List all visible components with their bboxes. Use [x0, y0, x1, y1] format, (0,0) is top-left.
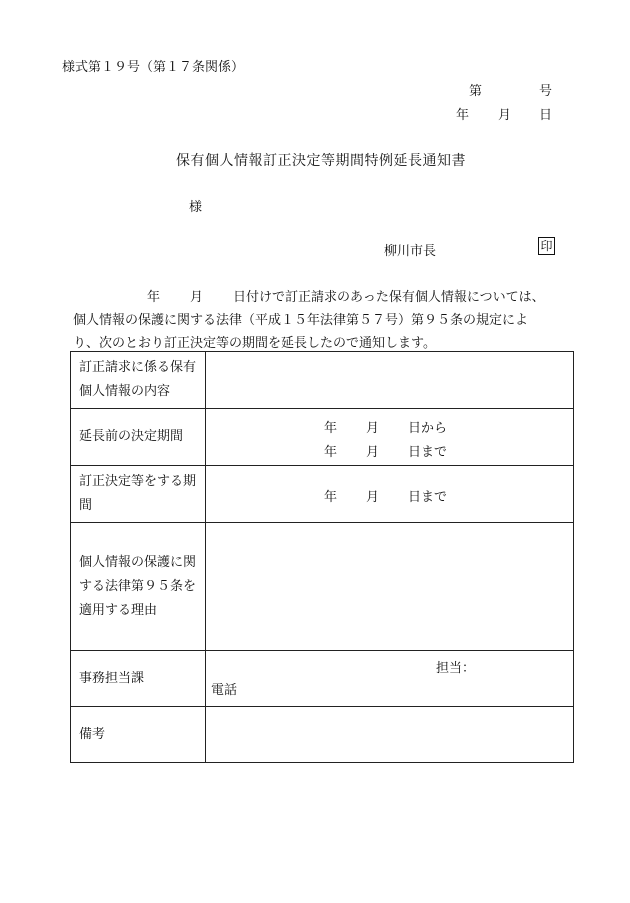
department-person-label: 担当：: [436, 661, 476, 676]
body-line-3: り、次のとおり訂正決定等の期間を延長したので通知します。: [73, 336, 436, 351]
correction-month: 月: [366, 490, 380, 505]
label-department: 事務担当課: [71, 651, 206, 707]
prior-to-year: 年: [324, 445, 338, 460]
document-number-prefix: 第: [469, 84, 483, 99]
prior-from-day: 日から: [408, 421, 448, 436]
value-remarks: [206, 707, 574, 763]
value-content: [206, 352, 574, 409]
value-correction-period: [206, 466, 574, 523]
value-department: [206, 651, 574, 707]
label-remarks: 備考: [71, 707, 206, 763]
date-year-label: 年: [456, 108, 470, 123]
value-reason: [206, 523, 574, 651]
body-line-1-text: 日付けで訂正請求のあった保有個人情報については、: [233, 290, 545, 305]
correction-day: 日まで: [408, 490, 448, 505]
date-day-label: 日: [539, 108, 553, 123]
label-reason: 個人情報の保護に関する法律第９５条を適用する理由: [71, 523, 206, 651]
prior-from-month: 月: [366, 421, 380, 436]
value-prior-period: [206, 409, 574, 466]
document-number-suffix: 号: [539, 84, 553, 99]
body-paragraph: [73, 286, 563, 355]
prior-to-month: 月: [366, 445, 380, 460]
body-year-label: 年: [147, 290, 161, 305]
body-month-label: 月: [190, 290, 204, 305]
seal-stamp: 印: [538, 237, 555, 255]
sender-name: 柳川市長: [384, 244, 437, 259]
table-row-reason: [71, 523, 574, 651]
document-title: 保有個人情報訂正決定等期間特例延長通知書: [176, 153, 466, 169]
label-prior-period: 延長前の決定期間: [71, 409, 206, 466]
department-phone-label: 電話: [211, 683, 238, 698]
table-row-content: [71, 352, 574, 409]
prior-to-day: 日まで: [408, 445, 448, 460]
body-line-2: 個人情報の保護に関する法律（平成１５年法律第５７号）第９５条の規定によ: [73, 313, 529, 328]
table-row-remarks: [71, 707, 574, 763]
notice-table: [70, 351, 574, 763]
correction-year: 年: [324, 490, 338, 505]
prior-from-year: 年: [324, 421, 338, 436]
label-correction-period: 訂正決定等をする期間: [71, 466, 206, 523]
table-row-prior-period: [71, 409, 574, 466]
table-row-department: [71, 651, 574, 707]
addressee-honorific: 様: [189, 200, 203, 215]
table-row-correction-period: [71, 466, 574, 523]
form-number: 様式第１９号（第１７条関係）: [62, 60, 245, 75]
body-line-1: [73, 286, 563, 309]
label-content: 訂正請求に係る保有個人情報の内容: [71, 352, 206, 409]
date-month-label: 月: [498, 108, 512, 123]
